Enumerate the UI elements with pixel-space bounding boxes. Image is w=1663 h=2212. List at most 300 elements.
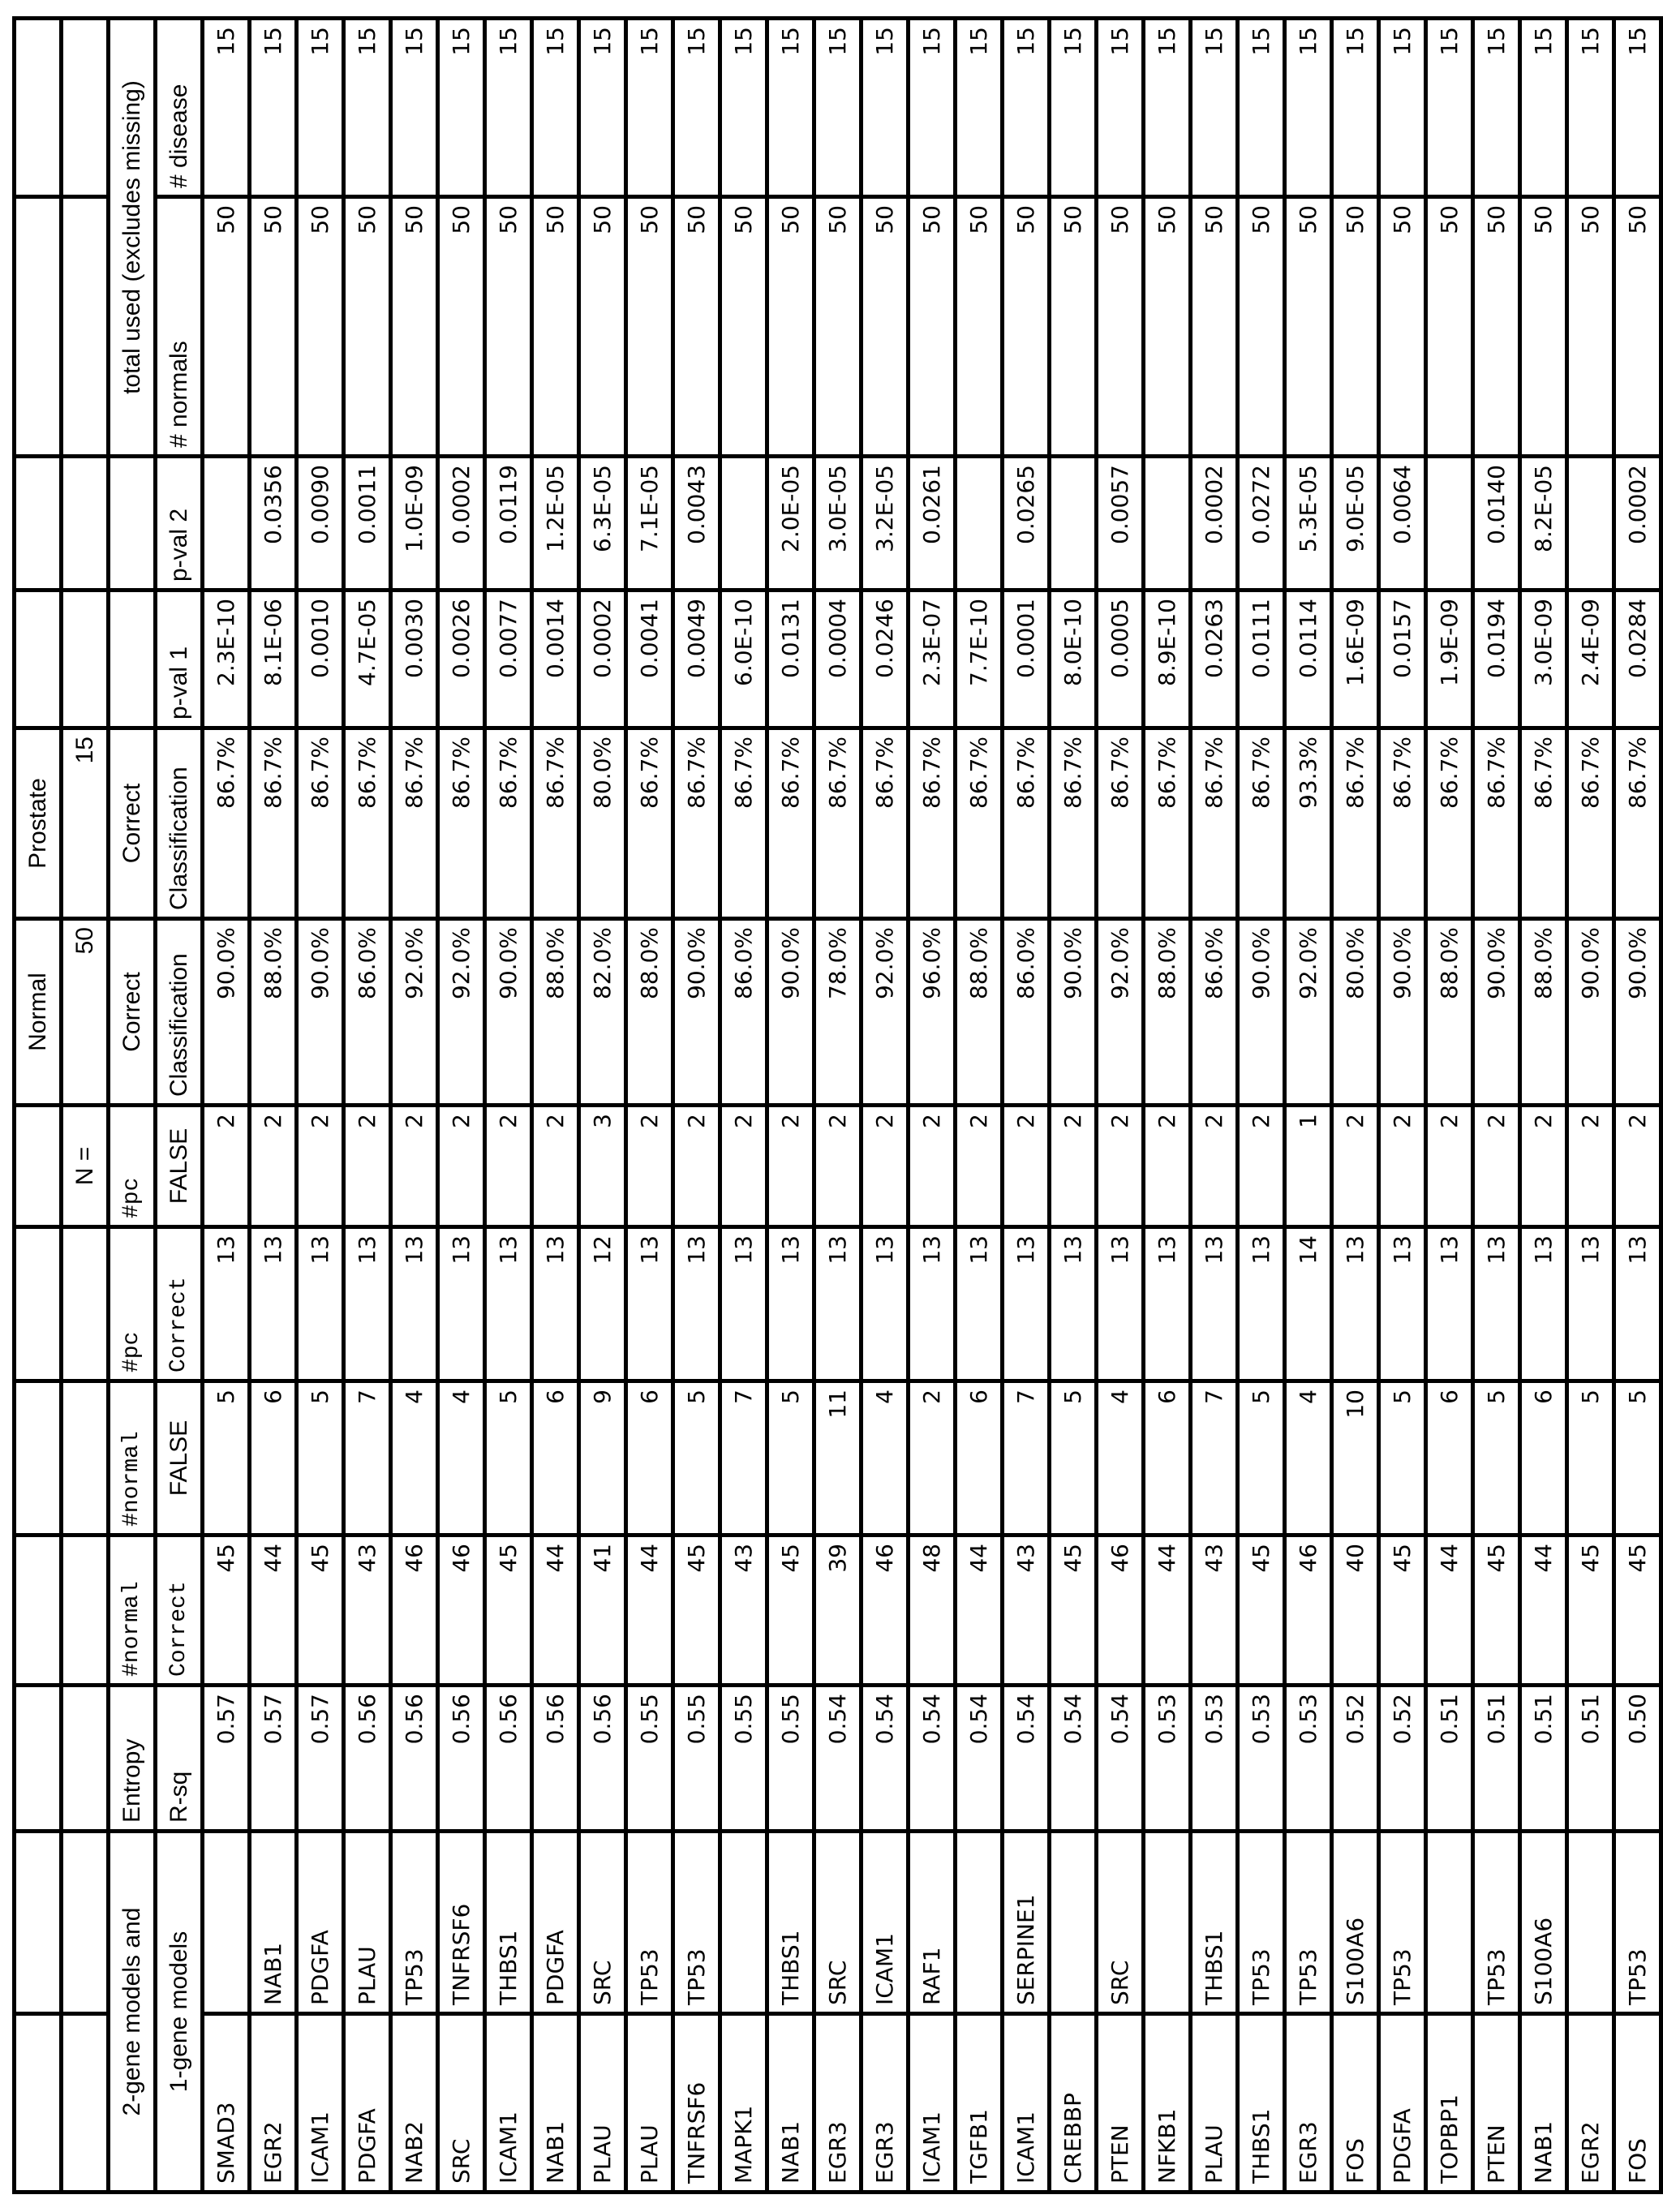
rsq-cell: 0.54 [909,1686,956,1832]
header-normal: Normal [15,919,62,1106]
header-pc-false: FALSE [156,1106,203,1227]
normal-correct-cell: 45 [297,1536,344,1686]
pc-correct-cell: 13 [1050,1227,1097,1381]
gene-1-cell: SRC [438,2014,485,2193]
normal-correct-cell: 44 [1144,1536,1191,1686]
pval1-cell: 0.0157 [1379,591,1426,728]
header-row-4 [156,19,203,2193]
total-disease-cell: 15 [814,19,862,197]
total-normals-cell: 50 [1144,197,1191,457]
pc-false-cell: 2 [1473,1106,1520,1227]
gene-2-cell: TP53 [673,1832,720,2014]
header-cell [62,197,109,457]
normal-classification-cell: 90.0% [1238,919,1285,1106]
prostate-classification-cell: 86.7% [626,728,673,919]
gene-2-cell: THBS1 [485,1832,532,2014]
pval2-cell: 8.2E-05 [1520,457,1567,591]
pval1-cell: 0.0049 [673,591,720,728]
total-normals-cell: 50 [1050,197,1097,457]
table-row [1332,19,1379,2193]
normal-false-cell: 5 [1238,1381,1285,1536]
normal-false-cell: 7 [1191,1381,1238,1536]
normal-classification-cell: 90.0% [1614,919,1661,1106]
gene-2-cell [203,1832,250,2014]
total-normals-cell: 50 [485,197,532,457]
total-disease-cell: 15 [532,19,579,197]
normal-false-cell: 11 [814,1381,862,1536]
normal-correct-cell: 40 [1332,1536,1379,1686]
prostate-classification-cell: 86.7% [1003,728,1050,919]
table-row [1614,19,1661,2193]
pc-correct-cell: 13 [767,1227,814,1381]
normal-false-cell: 5 [1614,1381,1661,1536]
pval1-cell: 2.4E-09 [1567,591,1614,728]
table-row [1238,19,1285,2193]
normal-classification-cell: 90.0% [1473,919,1520,1106]
header-pc-correct: Correct [156,1227,203,1381]
pc-correct-cell: 13 [1191,1227,1238,1381]
table-row [626,19,673,2193]
normal-false-cell: 4 [1285,1381,1332,1536]
normal-false-cell: 4 [1097,1381,1144,1536]
total-normals-cell: 50 [1426,197,1473,457]
pval2-cell [1567,457,1614,591]
gene-2-cell: TP53 [1473,1832,1520,2014]
pc-false-cell: 2 [1379,1106,1426,1227]
prostate-classification-cell: 86.7% [391,728,438,919]
table-row [1003,19,1050,2193]
gene-2-cell: SRC [579,1832,626,2014]
gene-2-cell: SRC [1097,1832,1144,2014]
pval2-cell: 0.0002 [438,457,485,591]
gene-1-cell: EGR3 [814,2014,862,2193]
pval1-cell: 1.9E-09 [1426,591,1473,728]
pval2-cell: 0.0064 [1379,457,1426,591]
header-prostate: Prostate [15,728,62,919]
header-cell [62,1832,109,2014]
pval2-cell: 0.0002 [1614,457,1661,591]
pc-correct-cell: 13 [673,1227,720,1381]
table-row [720,19,767,2193]
prostate-classification-cell: 86.7% [1379,728,1426,919]
total-disease-cell: 15 [673,19,720,197]
normal-false-cell: 5 [1379,1381,1426,1536]
gene-1-cell: PDGFA [344,2014,391,2193]
gene-1-cell: PTEN [1097,2014,1144,2193]
table-row [814,19,862,2193]
rsq-cell: 0.53 [1238,1686,1285,1832]
normal-correct-cell: 46 [862,1536,909,1686]
normal-false-cell: 5 [203,1381,250,1536]
prostate-classification-cell: 86.7% [438,728,485,919]
pc-false-cell: 2 [1567,1106,1614,1227]
prostate-classification-cell: 86.7% [720,728,767,919]
gene-1-cell: EGR2 [250,2014,297,2193]
total-normals-cell: 50 [956,197,1003,457]
normal-correct-cell: 44 [250,1536,297,1686]
pc-correct-cell: 13 [626,1227,673,1381]
prostate-classification-cell: 86.7% [909,728,956,919]
pval1-cell: 0.0114 [1285,591,1332,728]
table-row [909,19,956,2193]
pval1-cell: 0.0194 [1473,591,1520,728]
table-row [485,19,532,2193]
pval2-cell [1426,457,1473,591]
header-correct-prostate: Correct [109,728,156,919]
total-disease-cell: 15 [1050,19,1097,197]
header-rsq: R-sq [156,1686,203,1832]
normal-false-cell: 7 [344,1381,391,1536]
rsq-cell: 0.52 [1379,1686,1426,1832]
normal-classification-cell: 96.0% [909,919,956,1106]
normal-correct-cell: 44 [1426,1536,1473,1686]
pc-correct-cell: 13 [1003,1227,1050,1381]
gene-2-cell: TP53 [1238,1832,1285,2014]
header-n-normals: # normals [156,197,203,457]
normal-correct-cell: 45 [485,1536,532,1686]
normal-correct-cell: 45 [203,1536,250,1686]
total-disease-cell: 15 [250,19,297,197]
header-cell [15,2014,62,2193]
normal-correct-cell: 44 [626,1536,673,1686]
normal-false-cell: 7 [720,1381,767,1536]
header-cell [15,1381,62,1536]
pc-false-cell: 2 [1097,1106,1144,1227]
rsq-cell: 0.53 [1285,1686,1332,1832]
pval2-cell: 3.2E-05 [862,457,909,591]
table-row [203,19,250,2193]
rsq-cell: 0.55 [626,1686,673,1832]
header-cell [15,591,62,728]
gene-2-cell: ICAM1 [862,1832,909,2014]
pc-false-cell: 2 [1520,1106,1567,1227]
total-normals-cell: 50 [391,197,438,457]
pc-false-cell: 2 [626,1106,673,1227]
normal-classification-cell: 86.0% [344,919,391,1106]
normal-correct-cell: 44 [532,1536,579,1686]
table-row [344,19,391,2193]
pc-false-cell: 2 [1426,1106,1473,1227]
pval1-cell: 8.9E-10 [1144,591,1191,728]
pval2-cell [956,457,1003,591]
pval1-cell: 0.0026 [438,591,485,728]
prostate-classification-cell: 86.7% [1426,728,1473,919]
header-cell [62,1536,109,1686]
normal-correct-cell: 45 [1614,1536,1661,1686]
pc-correct-cell: 14 [1285,1227,1332,1381]
total-disease-cell: 15 [1191,19,1238,197]
header-class-prostate: Classification [156,728,203,919]
prostate-classification-cell: 86.7% [1332,728,1379,919]
rsq-cell: 0.57 [297,1686,344,1832]
total-normals-cell: 50 [1238,197,1285,457]
normal-correct-cell: 48 [909,1536,956,1686]
total-normals-cell: 50 [532,197,579,457]
normal-false-cell: 4 [391,1381,438,1536]
normal-false-cell: 2 [909,1381,956,1536]
gene-2-cell: RAF1 [909,1832,956,2014]
rsq-cell: 0.54 [1097,1686,1144,1832]
prostate-classification-cell: 86.7% [1238,728,1285,919]
normal-correct-cell: 44 [956,1536,1003,1686]
pval2-cell: 9.0E-05 [1332,457,1379,591]
normal-classification-cell: 82.0% [579,919,626,1106]
pc-correct-cell: 13 [1379,1227,1426,1381]
normal-classification-cell: 90.0% [767,919,814,1106]
pc-correct-cell: 13 [344,1227,391,1381]
total-normals-cell: 50 [297,197,344,457]
gene-2-cell: NAB1 [250,1832,297,2014]
rsq-cell: 0.50 [1614,1686,1661,1832]
prostate-classification-cell: 86.7% [250,728,297,919]
total-normals-cell: 50 [626,197,673,457]
normal-correct-cell: 41 [579,1536,626,1686]
pc-correct-cell: 13 [203,1227,250,1381]
pval2-cell: 3.0E-05 [814,457,862,591]
table-row [956,19,1003,2193]
pc-false-cell: 2 [1003,1106,1050,1227]
total-disease-cell: 15 [1473,19,1520,197]
pc-correct-cell: 13 [1426,1227,1473,1381]
table-row [1191,19,1238,2193]
pc-correct-cell: 13 [1144,1227,1191,1381]
pc-correct-cell: 13 [297,1227,344,1381]
rsq-cell: 0.51 [1473,1686,1520,1832]
total-disease-cell: 15 [1238,19,1285,197]
prostate-classification-cell: 86.7% [1191,728,1238,919]
rsq-cell: 0.53 [1144,1686,1191,1832]
table-row [532,19,579,2193]
table-row [1144,19,1191,2193]
total-normals-cell: 50 [1003,197,1050,457]
normal-correct-cell: 43 [1003,1536,1050,1686]
total-normals-cell: 50 [1520,197,1567,457]
normal-classification-cell: 92.0% [391,919,438,1106]
pc-false-cell: 2 [673,1106,720,1227]
normal-classification-cell: 88.0% [956,919,1003,1106]
table-row [438,19,485,2193]
header-cell [15,1536,62,1686]
pc-false-cell: 2 [909,1106,956,1227]
normal-classification-cell: 90.0% [297,919,344,1106]
table-row [673,19,720,2193]
header-row-3 [109,19,156,2193]
header-cell [15,1832,62,2014]
pval2-cell: 0.0119 [485,457,532,591]
pc-false-cell: 2 [1238,1106,1285,1227]
total-disease-cell: 15 [203,19,250,197]
normal-classification-cell: 92.0% [1097,919,1144,1106]
normal-classification-cell: 88.0% [1426,919,1473,1106]
gene-1-cell: PTEN [1473,2014,1520,2193]
total-normals-cell: 50 [1097,197,1144,457]
rsq-cell: 0.54 [1003,1686,1050,1832]
rsq-cell: 0.55 [673,1686,720,1832]
normal-false-cell: 5 [1050,1381,1097,1536]
normal-classification-cell: 86.0% [1191,919,1238,1106]
pval2-cell: 0.0057 [1097,457,1144,591]
pval1-cell: 8.0E-10 [1050,591,1097,728]
pc-false-cell: 2 [1050,1106,1097,1227]
pc-false-cell: 2 [250,1106,297,1227]
pc-false-cell: 2 [203,1106,250,1227]
pc-false-cell: 2 [297,1106,344,1227]
gene-2-cell: S100A6 [1332,1832,1379,2014]
gene-1-cell: THBS1 [1238,2014,1285,2193]
pval2-cell [720,457,767,591]
prostate-classification-cell: 86.7% [532,728,579,919]
pval2-cell: 0.0011 [344,457,391,591]
gene-1-cell: NAB1 [1520,2014,1567,2193]
pc-correct-cell: 12 [579,1227,626,1381]
pc-false-cell: 2 [1191,1106,1238,1227]
pc-false-cell: 2 [391,1106,438,1227]
gene-1-cell: PLAU [579,2014,626,2193]
total-disease-cell: 15 [485,19,532,197]
rsq-cell: 0.57 [203,1686,250,1832]
header-class-normal: Classification [156,919,203,1106]
normal-correct-cell: 43 [344,1536,391,1686]
pval2-cell [203,457,250,591]
gene-1-cell: TNFRSF6 [673,2014,720,2193]
header-pval1: p-val 1 [156,591,203,728]
normal-false-cell: 10 [1332,1381,1379,1536]
pval2-cell: 5.3E-05 [1285,457,1332,591]
normal-classification-cell: 90.0% [203,919,250,1106]
gene-2-cell [1567,1832,1614,2014]
gene-1-cell: ICAM1 [1003,2014,1050,2193]
header-cell [15,457,62,591]
rsq-cell: 0.55 [767,1686,814,1832]
pval2-cell: 1.0E-09 [391,457,438,591]
gene-1-cell: EGR3 [1285,2014,1332,2193]
pval2-cell [1050,457,1097,591]
header-cell [15,1106,62,1227]
pval2-cell: 0.0261 [909,457,956,591]
pval2-cell: 6.3E-05 [579,457,626,591]
normal-classification-cell: 90.0% [1567,919,1614,1106]
prostate-classification-cell: 86.7% [1614,728,1661,919]
normal-false-cell: 6 [956,1381,1003,1536]
normal-correct-cell: 46 [1285,1536,1332,1686]
total-normals-cell: 50 [909,197,956,457]
pval1-cell: 0.0010 [297,591,344,728]
normal-false-cell: 5 [1473,1381,1520,1536]
total-disease-cell: 15 [438,19,485,197]
gene-1-cell: PLAU [1191,2014,1238,2193]
gene-2-cell: TP53 [1614,1832,1661,2014]
total-disease-cell: 15 [1332,19,1379,197]
gene-2-cell: SRC [814,1832,862,2014]
prostate-classification-cell: 86.7% [1144,728,1191,919]
table-row [1379,19,1426,2193]
rsq-cell: 0.51 [1567,1686,1614,1832]
total-disease-cell: 15 [767,19,814,197]
rsq-cell: 0.56 [344,1686,391,1832]
header-pc-label: #pc [109,1227,156,1381]
pc-false-cell: 2 [956,1106,1003,1227]
total-disease-cell: 15 [579,19,626,197]
pc-correct-cell: 13 [1567,1227,1614,1381]
prostate-classification-cell: 86.7% [956,728,1003,919]
normal-classification-cell: 90.0% [673,919,720,1106]
prostate-classification-cell: 86.7% [485,728,532,919]
header-cell [109,457,156,591]
normal-correct-cell: 45 [1473,1536,1520,1686]
normal-false-cell: 6 [1144,1381,1191,1536]
header-2gene-models: 2-gene models and [109,1832,156,2193]
header-cell [15,1686,62,1832]
gene-2-cell [1050,1832,1097,2014]
pval2-cell: 7.1E-05 [626,457,673,591]
normal-false-cell: 6 [532,1381,579,1536]
pc-false-cell: 2 [814,1106,862,1227]
header-n-equals: N = [62,1106,109,1227]
rotated-table-container [12,20,1541,2194]
pval2-cell: 0.0002 [1191,457,1238,591]
gene-2-cell: THBS1 [767,1832,814,2014]
total-disease-cell: 15 [297,19,344,197]
normal-classification-cell: 86.0% [1003,919,1050,1106]
normal-correct-cell: 46 [438,1536,485,1686]
rsq-cell: 0.57 [250,1686,297,1832]
pval1-cell: 0.0131 [767,591,814,728]
normal-classification-cell: 88.0% [626,919,673,1106]
pc-false-cell: 2 [1144,1106,1191,1227]
header-normal-label-2: #normal [109,1381,156,1536]
gene-2-cell: SERPINE1 [1003,1832,1050,2014]
pc-correct-cell: 13 [814,1227,862,1381]
total-normals-cell: 50 [1567,197,1614,457]
gene-1-cell: TOPBP1 [1426,2014,1473,2193]
table-row [391,19,438,2193]
total-disease-cell: 15 [720,19,767,197]
header-cell [62,19,109,197]
normal-correct-cell: 45 [1238,1536,1285,1686]
pc-correct-cell: 13 [1520,1227,1567,1381]
header-correct-normal: Correct [109,919,156,1106]
pc-correct-cell: 13 [438,1227,485,1381]
total-disease-cell: 15 [1614,19,1661,197]
pc-false-cell: 2 [862,1106,909,1227]
rsq-cell: 0.53 [1191,1686,1238,1832]
gene-2-cell: THBS1 [1191,1832,1238,2014]
prostate-classification-cell: 86.7% [767,728,814,919]
normal-classification-cell: 78.0% [814,919,862,1106]
rsq-cell: 0.56 [579,1686,626,1832]
gene-1-cell: NAB1 [532,2014,579,2193]
pval1-cell: 0.0284 [1614,591,1661,728]
pval2-cell: 0.0272 [1238,457,1285,591]
normal-correct-cell: 43 [720,1536,767,1686]
pc-false-cell: 2 [720,1106,767,1227]
table-row [1426,19,1473,2193]
gene-2-cell: S100A6 [1520,1832,1567,2014]
normal-classification-cell: 86.0% [720,919,767,1106]
prostate-classification-cell: 86.7% [814,728,862,919]
pval2-cell: 1.2E-05 [532,457,579,591]
header-cell [62,457,109,591]
pc-false-cell: 2 [767,1106,814,1227]
normal-correct-cell: 39 [814,1536,862,1686]
pval1-cell: 0.0001 [1003,591,1050,728]
table-row [862,19,909,2193]
total-disease-cell: 15 [1426,19,1473,197]
rsq-cell: 0.54 [814,1686,862,1832]
pc-correct-cell: 13 [909,1227,956,1381]
prostate-classification-cell: 86.7% [344,728,391,919]
normal-classification-cell: 92.0% [862,919,909,1106]
